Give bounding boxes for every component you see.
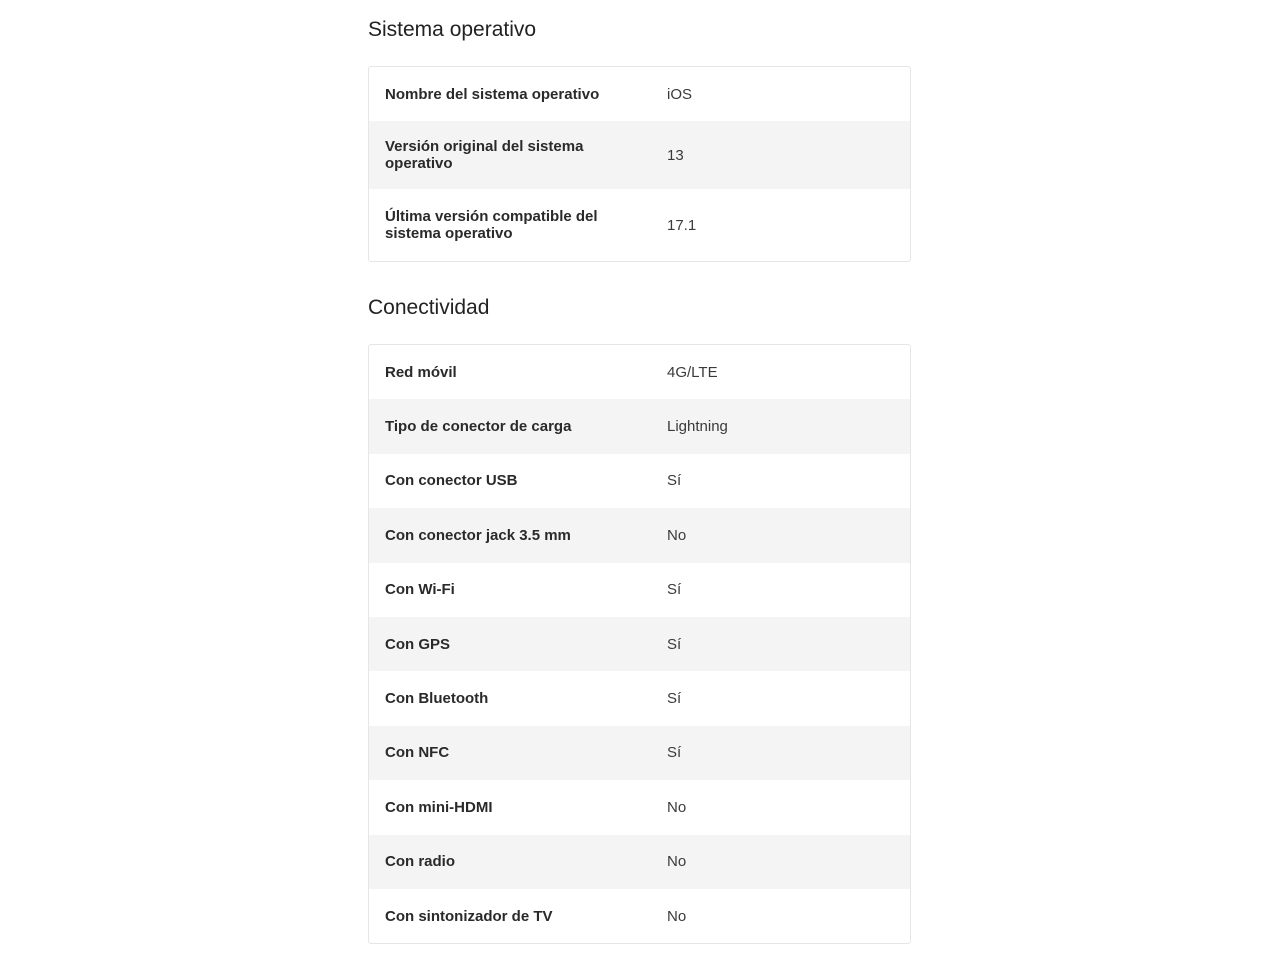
spec-value: Sí <box>667 581 682 599</box>
table-row <box>369 454 910 508</box>
spec-label: Con NFC <box>385 744 450 762</box>
table-row <box>369 889 910 943</box>
spec-value: Sí <box>667 635 682 653</box>
table-row <box>369 508 910 562</box>
table-row <box>369 121 910 189</box>
spec-value: No <box>667 798 687 816</box>
table-row <box>369 780 910 834</box>
spec-value: 17.1 <box>667 216 697 234</box>
table-row <box>369 671 910 725</box>
table-row <box>369 67 910 121</box>
spec-label: Última versión compatible del sistema operativo <box>385 208 598 242</box>
spec-label: Con sintonizador de TV <box>385 907 553 925</box>
spec-label: Con Wi-Fi <box>385 581 455 599</box>
spec-value: No <box>667 907 687 925</box>
spec-value: Sí <box>667 472 682 490</box>
spec-value: Sí <box>667 690 682 708</box>
spec-label: Con conector USB <box>385 472 518 490</box>
table-row <box>369 563 910 617</box>
spec-value: No <box>667 853 687 871</box>
spec-value: 4G/LTE <box>667 363 718 381</box>
spec-label: Con radio <box>385 853 455 871</box>
table-row <box>369 835 910 889</box>
specs-table-conectividad <box>368 344 911 944</box>
table-row <box>369 189 910 261</box>
spec-value: No <box>667 526 687 544</box>
spec-label: Tipo de conector de carga <box>385 418 572 436</box>
spec-value: Lightning <box>667 418 728 436</box>
table-row <box>369 345 910 399</box>
section-title-conectividad: Conectividad <box>368 296 490 319</box>
table-row <box>369 617 910 671</box>
spec-label: Con conector jack 3.5 mm <box>385 526 571 544</box>
table-row <box>369 726 910 780</box>
spec-label: Con mini-HDMI <box>385 798 493 816</box>
spec-label: Nombre del sistema operativo <box>385 85 600 103</box>
spec-value: Sí <box>667 744 682 762</box>
spec-label: Con GPS <box>385 635 451 653</box>
specs-table-sistema-operativo <box>368 66 911 262</box>
spec-value: 13 <box>667 146 684 164</box>
spec-label: Con Bluetooth <box>385 690 489 708</box>
section-title-sistema-operativo: Sistema operativo <box>368 18 537 41</box>
spec-label: Versión original del sistema operativo <box>385 138 584 172</box>
spec-label: Red móvil <box>385 363 457 381</box>
table-row <box>369 399 910 453</box>
spec-value: iOS <box>667 85 693 103</box>
